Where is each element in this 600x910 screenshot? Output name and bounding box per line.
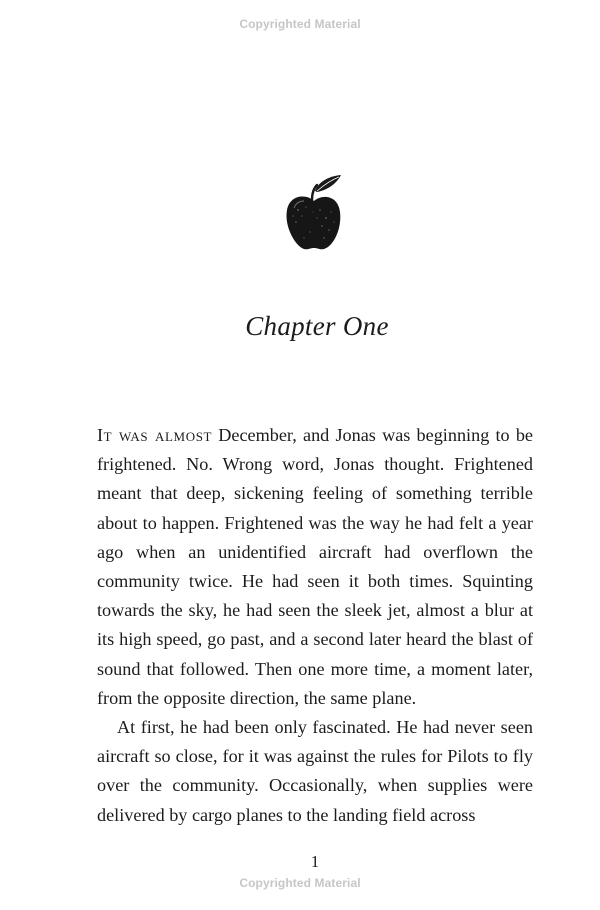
lead-in-smallcaps: It was almost <box>97 425 213 445</box>
apple-icon <box>284 174 344 252</box>
paragraph <box>97 421 533 713</box>
paragraph: At first, he had been only fascinated. He had never seen aircraft so close, for it was against the rules for Pilots to fly over the community. Occasionally, when supplies were delivered by cargo planes to the landing field across <box>97 717 533 825</box>
page-number: 1 <box>310 852 320 871</box>
copyright-watermark-top: Copyrighted Material <box>239 17 361 31</box>
paragraph-text: December, and Jonas was beginning to be frightened. No. Wrong word, Jonas thought. Frightened meant that deep, sickening feeling of something terrible about to happen. Frightened was the way he had felt a year ago when an unidentified aircraft had overflown the community twice. He had seen it both times. Squinting towards the sky, he had seen the sleek jet, almost a blur at its high speed, go past, and a second later heard the blast of sound that followed. Then one more time, a moment later, from the opposite direction, the same plane. <box>97 425 533 708</box>
copyright-watermark-bottom: Copyrighted Material <box>239 876 361 890</box>
chapter-body <box>97 421 533 830</box>
chapter-title: Chapter One <box>245 311 389 341</box>
